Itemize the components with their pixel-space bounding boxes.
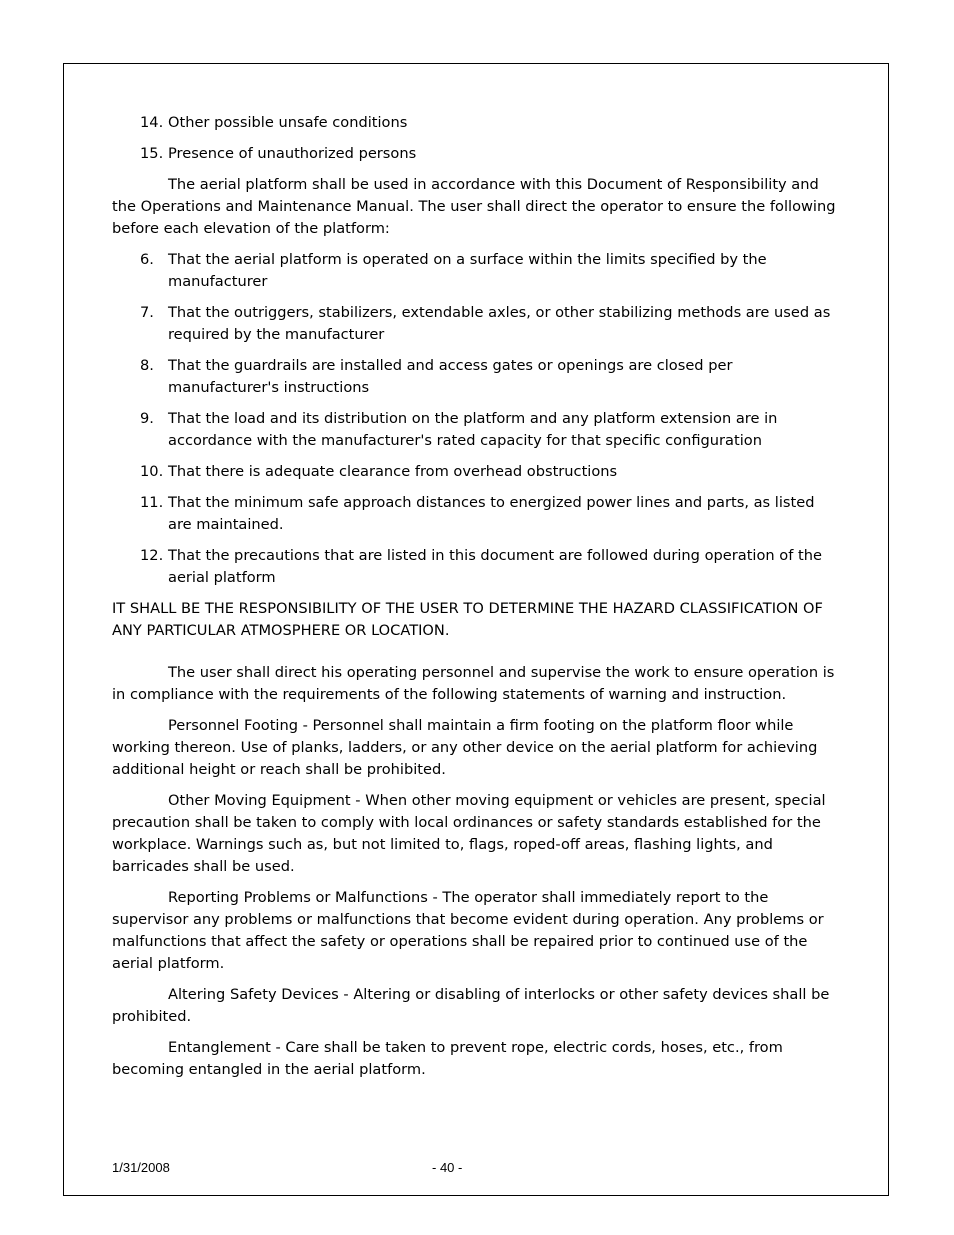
list-item-number: 9. <box>140 410 154 427</box>
list-item <box>112 492 842 536</box>
list-item-text: Other possible unsafe conditions <box>168 114 408 131</box>
list-item-number: 6. <box>140 251 154 268</box>
numbered-list-continued <box>112 112 842 165</box>
footer-date: 1/31/2008 <box>112 1160 170 1175</box>
paragraph-reporting-problems: Reporting Problems or Malfunctions - The operator shall immediately report to the supervisor any problems or malfunctions that become evident during operation. Any problems or malfunctions that affect the safety or operations shall be repaired prior to continued use of the aerial platform. <box>112 889 824 972</box>
footer-page-number: - 40 - <box>432 1160 463 1175</box>
list-item-text: Presence of unauthorized persons <box>168 145 417 162</box>
hazard-classification-notice: IT SHALL BE THE RESPONSIBILITY OF THE USER TO DETERMINE THE HAZARD CLASSIFICATION OF ANY PARTICULAR ATMOSPHERE OR LOCATION. <box>112 600 823 639</box>
paragraph-personnel-footing: Personnel Footing - Personnel shall maintain a firm footing on the platform floor while working thereon. Use of planks, ladders, or any other device on the aerial platform for achieving additional height or reach shall be prohibited. <box>112 717 818 778</box>
list-item-text: That there is adequate clearance from overhead obstructions <box>168 463 618 480</box>
list-item-number: 12. <box>140 547 164 564</box>
paragraph-other-moving-equipment: Other Moving Equipment - When other moving equipment or vehicles are present, special precaution shall be taken to comply with local ordinances or safety standards established for the workplace. Warnings such as, but not limited to, flags, roped-off areas, flashing lights, and barricades shall be used. <box>112 792 826 875</box>
list-item <box>112 143 842 165</box>
paragraph-entanglement: Entanglement - Care shall be taken to prevent rope, electric cords, hoses, etc., from becoming entangled in the aerial platform. <box>112 1039 783 1078</box>
list-item <box>112 112 842 134</box>
paragraph-supervision: The user shall direct his operating personnel and supervise the work to ensure operation is in compliance with the requirements of the following statements of warning and instruction. <box>112 664 835 703</box>
intro-paragraph: The aerial platform shall be used in accordance with this Document of Responsibility and the Operations and Maintenance Manual. The user shall direct the operator to ensure the following before each elevation of the platform: <box>112 176 836 237</box>
list-item-text: That the outriggers, stabilizers, extendable axles, or other stabilizing methods are used as required by the manufacturer <box>168 304 831 343</box>
list-item <box>112 249 842 293</box>
numbered-list-operator-checks <box>112 249 842 589</box>
list-item-text: That the aerial platform is operated on a surface within the limits specified by the manufacturer <box>168 251 767 290</box>
list-item <box>112 355 842 399</box>
list-item-number: 15. <box>140 145 164 162</box>
list-item <box>112 408 842 452</box>
list-item-number: 10. <box>140 463 164 480</box>
list-item-number: 7. <box>140 304 154 321</box>
list-item <box>112 302 842 346</box>
list-item-text: That the minimum safe approach distances to energized power lines and parts, as listed are maintained. <box>168 494 815 533</box>
list-item-number: 11. <box>140 494 164 511</box>
list-item-text: That the guardrails are installed and access gates or openings are closed per manufacturer's instructions <box>168 357 733 396</box>
list-item-number: 8. <box>140 357 154 374</box>
list-item-number: 14. <box>140 114 164 131</box>
list-item <box>112 545 842 589</box>
document-body <box>112 112 842 1090</box>
list-item-text: That the load and its distribution on the platform and any platform extension are in accordance with the manufacturer's rated capacity for that specific configuration <box>168 410 778 449</box>
list-item-text: That the precautions that are listed in this document are followed during operation of the aerial platform <box>168 547 822 586</box>
paragraph-altering-safety-devices: Altering Safety Devices - Altering or disabling of interlocks or other safety devices shall be prohibited. <box>112 986 830 1025</box>
list-item <box>112 461 842 483</box>
